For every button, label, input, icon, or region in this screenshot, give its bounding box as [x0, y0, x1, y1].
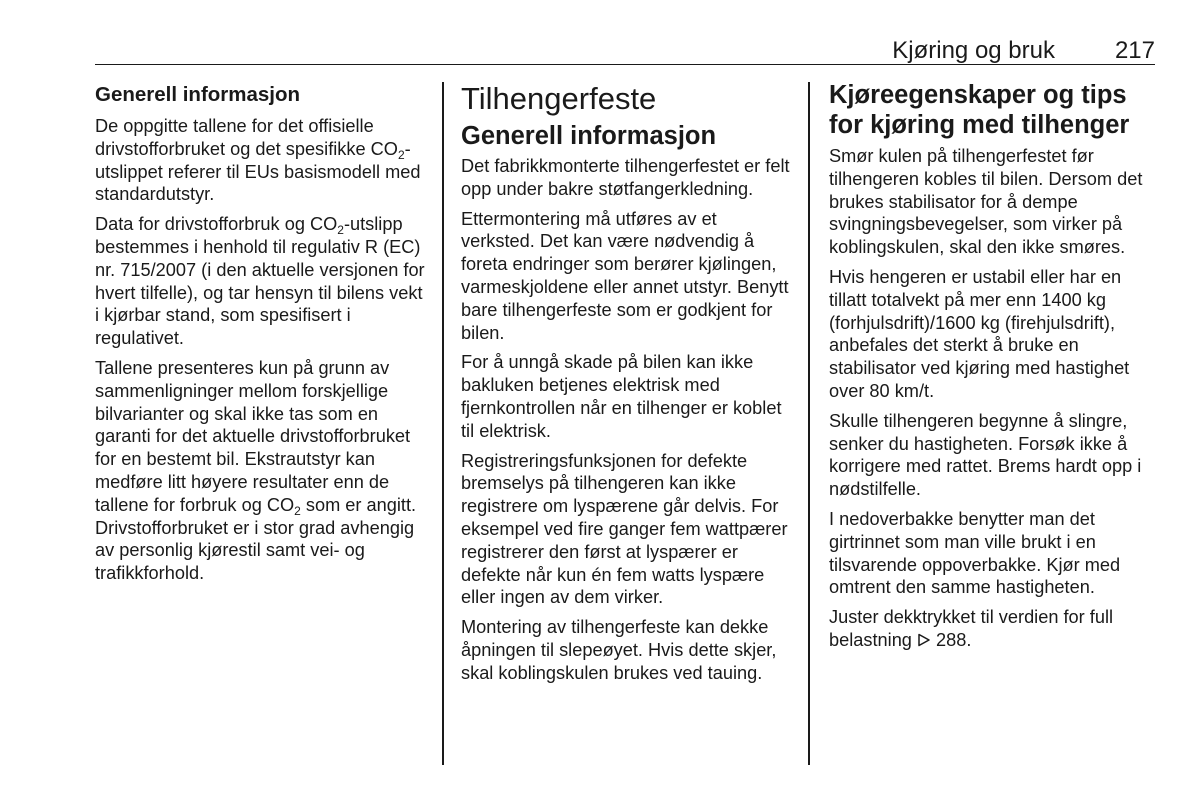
column-divider	[808, 82, 810, 765]
column-middle	[461, 80, 791, 692]
paragraph: Ettermontering må utføres av et verksted. Det kan være nødvendig å foreta endringer som berører kjølingen, varmeskjoldene eller annet utstyr. Benytt bare tilhengerfeste som er godkjent for bilen.	[461, 208, 789, 343]
paragraph: Smør kulen på tilhengerfestet før tilhengeren kobles til bilen. Dersom det brukes stabilisator for å dempe svingningsbevegelser, som virker på koblingskulen, skal den ikke smøres.	[829, 146, 1143, 258]
paragraph: Skulle tilhengeren begynne å slingre, senker du hastigheten. Forsøk ikke å korrigere med rattet. Brems hardt opp i nødstilfelle.	[829, 410, 1142, 500]
paragraph	[95, 213, 425, 350]
paragraph	[829, 606, 1159, 652]
paragraph: Hvis hengeren er ustabil eller har en tillatt totalvekt på mer enn 1400 kg (forhjulsdrift)/1600 kg (firehjulsdrift), anbefales det sterkt å bruke en stabilisator ved kjøring med hastighet over 80 km/t.	[829, 266, 1130, 401]
section-title: Kjøring og bruk	[892, 37, 1055, 64]
page-header	[95, 28, 1155, 65]
paragraph: Registreringsfunksjonen for defekte bremselys på tilhengeren kan ikke registrere om lyspærene går delvis. For eksempel ved fire ganger fem wattpærer registrerer den først at lyspærer er defekte når kun én fem watts lyspære eller ingen av dem virker.	[461, 450, 788, 608]
text-run: Juster dekktrykket til verdien for full belastning	[829, 607, 1114, 650]
subscript: 2	[337, 223, 344, 238]
chapter-title: Tilhengerfeste	[461, 81, 657, 116]
paragraph	[95, 115, 425, 206]
paragraph	[95, 357, 425, 585]
paragraph: I nedoverbakke benytter man det girtrinnet som man ville brukt i en tilsvarende oppoverbakke. Kjør med omtrent den samme hastigheten.	[829, 508, 1121, 598]
column-divider	[442, 82, 444, 765]
text-run: -utslippet referer til EUs basismodell med standardutstyr.	[95, 138, 421, 205]
text-run: Tallene presenteres kun på grunn av sammenligninger mellom forskjellige bilvarianter og skal ikke tas som en garanti for det aktuelle drivstofforbruket for en bestemt bil. Ekstrautstyr kan medføre litt høyere resultater enn de tallene for forbruk og CO	[95, 357, 411, 515]
page-reference-link[interactable]: 288.	[936, 629, 972, 650]
section-heading: Generell informasjon	[461, 122, 717, 150]
paragraph: For å unngå skade på bilen kan ikke bakluken betjenes elektrisk med fjernkontrollen når en tilhenger er koblet til elektrisk.	[461, 352, 782, 441]
text-run: Data for drivstofforbruk og CO	[95, 214, 338, 235]
text-run: De oppgitte tallene for det offisielle drivstofforbruket og det spesifikke CO	[95, 116, 398, 159]
text-run: -utslipp bestemmes i henhold til regulativ R (EC) nr. 715/2007 (i den aktuelle versjonen for hvert tilfelle), og tar hensyn til bilens vekt i kjørbar stand, som spesifisert i regulativet.	[95, 214, 425, 349]
text-run: som er angitt. Drivstofforbruket er i stor grad avhengig av personlig kjørestil samt vei- og trafikkforhold.	[95, 494, 417, 584]
column-left	[95, 80, 425, 592]
page-number: 217	[1114, 37, 1155, 64]
subscript: 2	[397, 147, 405, 162]
paragraph: Det fabrikkmonterte tilhengerfestet er felt opp under bakre støtfangerkledning.	[461, 156, 790, 199]
subscript: 2	[294, 503, 301, 518]
page-reference-arrow-icon[interactable]	[917, 633, 931, 647]
paragraph: Montering av tilhengerfeste kan dekke åpningen til slepeøyet. Hvis dette skjer, skal koblingskulen brukes ved tauing.	[461, 617, 777, 683]
section-heading: Kjøreegenskaper og tips for kjøring med tilhenger	[829, 81, 1130, 139]
subheading-general-info: Generell informasjon	[95, 83, 301, 106]
column-right	[829, 80, 1159, 659]
